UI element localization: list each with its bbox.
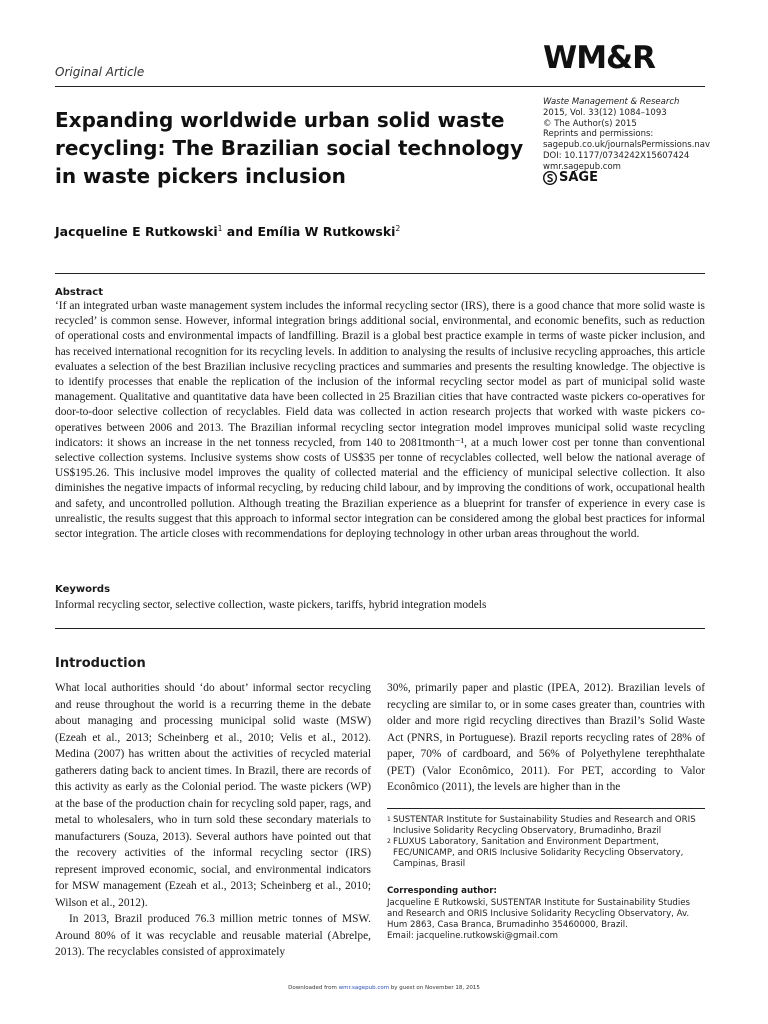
article-type-label: Original Article bbox=[55, 65, 145, 79]
affiliation-item bbox=[387, 815, 705, 837]
journal-volume: 2015, Vol. 33(12) 1084–1093 bbox=[543, 107, 667, 118]
abstract-text: ‘If an integrated urban waste management system includes the informal recycling sector (IRS), there is a good chance that more solid waste is recycled’ is common sense. However, informal integration brings additional social, environmental, and economic benefits, such as reduction of operational costs and environmental impacts of landfilling. Brazil is a global best practice example in terms of waste picker inclusion, and has received international recognition for its recycling levels. In addition to analysing the results of inclusive recycling approaches, this article evaluates a selection of the best Brazilian inclusive recycling practices and summaries and presents the resulting knowledge. The objective is to identify processes that enable the replication of the inclusion of the informal recycling sector model as part of municipal solid waste management. Qualitative and quantitative data have been collected in 25 Brazilian cities that have contracted waste pickers co-operatives for door-to-door selective collection of recyclables. Field data was collected in action research projects that worked with waste pickers co-operatives between 2006 and 2013. The Brazilian informal recycling sector integration model improves municipal solid waste recycling indicators: it shows an increase in the net tonness recycled, from 140 to 2081tmonth⁻¹, at a much lower cost per tonne than conventional selective collection systems. Inclusive systems show costs of US$35 per tonne of recyclables collected, well below the national average of US$195.26. This inclusive model improves the quality of collected material and the efficiency of municipal selective collection. It also diminishes the negative impacts of informal recycling, by reducing child labour, and by improving the conditions of work, occupational health and safety, and uncontrolled pollution. Although treating the Brazilian experience as a blueprint for transfer of experience in every case is unrealistic, the results suggest that this approach to informal sector integration can be considered among the global best practices for informal sector integration. The article closes with recommendations for deploying technology in other urban areas throughout the world. bbox=[55, 300, 705, 541]
keywords-rule bbox=[55, 628, 705, 629]
doi-line[interactable]: DOI: 10.1177/0734242X15607424 bbox=[543, 150, 690, 161]
download-suffix: by guest on November 18, 2015 bbox=[389, 985, 480, 991]
download-link[interactable]: wmr.sagepub.com bbox=[338, 985, 390, 991]
corresponding-author-email[interactable]: Email: jacqueline.rutkowski@gmail.com bbox=[387, 930, 558, 941]
intro-paragraph-1: What local authorities should ‘do about’ informal sector recycling and reuse throughout the world is a recurring theme in the debate about managing and processing municipal solid waste (MSW) (Ezeah et al., 2013; Scheinberg et al., 2010; Velis et al., 2012). Medina (2007) has written about the activities of recycled material gatherers dating back to ancient times. In Brazil, there are records of this activity as early as the Colonial period. The waste pickers (WP) at the base of the production chain for recycling sold paper, rags, and metal to wholesalers, who in turn sold these secondary materials to manufacturers (Souza, 2013). Several authors have pointed out that the recovery activities of the informal recycling sector (IRS) represent improved economic, social, and environmental indicators for MSW management (Ezeah et al., 2013; Scheinberg et al., 2010; Wilson et al., 2012). bbox=[55, 682, 371, 909]
author-1: Jacqueline E Rutkowski bbox=[55, 224, 218, 240]
publisher-logo bbox=[543, 170, 598, 185]
header-rule bbox=[55, 86, 705, 87]
download-notice bbox=[0, 985, 768, 991]
body-column-right bbox=[387, 680, 705, 796]
affiliation-item bbox=[387, 837, 705, 870]
journal-site-link[interactable]: wmr.sagepub.com bbox=[543, 161, 621, 172]
body-column-left bbox=[55, 680, 371, 961]
introduction-heading: Introduction bbox=[55, 656, 146, 671]
intro-paragraph-2: In 2013, Brazil produced 76.3 million metric tonnes of MSW. Around 80% of it was recyclable and reusable material (Abrelpe, 2013). The recyclables consisted of approximately bbox=[55, 913, 371, 958]
article-title: Expanding worldwide urban solid waste recycling: The Brazilian social technology in waste pickers inclusion bbox=[55, 108, 524, 188]
abstract-rule bbox=[55, 273, 705, 274]
keywords-heading: Keywords bbox=[55, 584, 111, 595]
copyright-line: © The Author(s) 2015 bbox=[543, 118, 637, 129]
intro-paragraph-3: 30%, primarily paper and plastic (IPEA, 2012). Brazilian levels of recycling are similar to, or in some cases greater than, countries with older and more rigid recycling directives than Brazil’s Solid Waste Act (PNRS, in Portuguese). Brazil reports recycling rates of 28% of paper, 70% of cardboard, and 56% of Polyethylene terephthalate (PET) (Valor Econômico, 2011). For PET, according to Valor Econômico (2011), the levels are higher than in the bbox=[387, 682, 705, 793]
sage-icon bbox=[543, 171, 557, 185]
author-conjunction: and bbox=[222, 224, 258, 240]
affiliations bbox=[387, 815, 705, 870]
publisher-name: SAGE bbox=[559, 170, 598, 185]
author-line bbox=[55, 224, 400, 239]
download-prefix: Downloaded from bbox=[288, 985, 339, 991]
affiliation-text: FLUXUS Laboratory, Sanitation and Environment Department, FEC/UNICAMP, and ORIS Inclusive Solidarity Recycling Observatory, Campinas, Brasil bbox=[393, 836, 684, 869]
affiliation-marker: 1 bbox=[387, 816, 391, 823]
journal-logo: WM&R bbox=[543, 40, 655, 76]
footnote-rule bbox=[387, 808, 705, 809]
corresponding-author-address: Jacqueline E Rutkowski, SUSTENTAR Institute for Sustainability Studies and Research and ORIS Inclusive Solidarity Recycling Observatory, Av. Hum 2863, Casa Branca, Brumadinho 35460000, Brazil. bbox=[387, 898, 691, 930]
affiliation-marker: 2 bbox=[387, 837, 391, 845]
corresponding-author-details bbox=[387, 898, 705, 942]
affiliation-text: SUSTENTAR Institute for Sustainability Studies and Research and ORIS Inclusive Solidarity Recycling Observatory, Brumadinho, Brazil bbox=[393, 815, 696, 836]
reprints-link[interactable]: sagepub.co.uk/journalsPermissions.nav bbox=[543, 140, 711, 151]
journal-name: Waste Management & Research bbox=[543, 97, 680, 107]
corresponding-author-heading: Corresponding author: bbox=[387, 886, 497, 896]
journal-meta bbox=[543, 97, 710, 173]
author-1-affil: 1 bbox=[217, 224, 223, 233]
abstract-heading: Abstract bbox=[55, 287, 104, 298]
author-2: Emília W Rutkowski bbox=[257, 224, 396, 240]
reprints-label: Reprints and permissions: bbox=[543, 129, 654, 140]
keywords-text: Informal recycling sector, selective collection, waste pickers, tariffs, hybrid integration models bbox=[55, 599, 487, 611]
author-2-affil: 2 bbox=[395, 224, 401, 233]
